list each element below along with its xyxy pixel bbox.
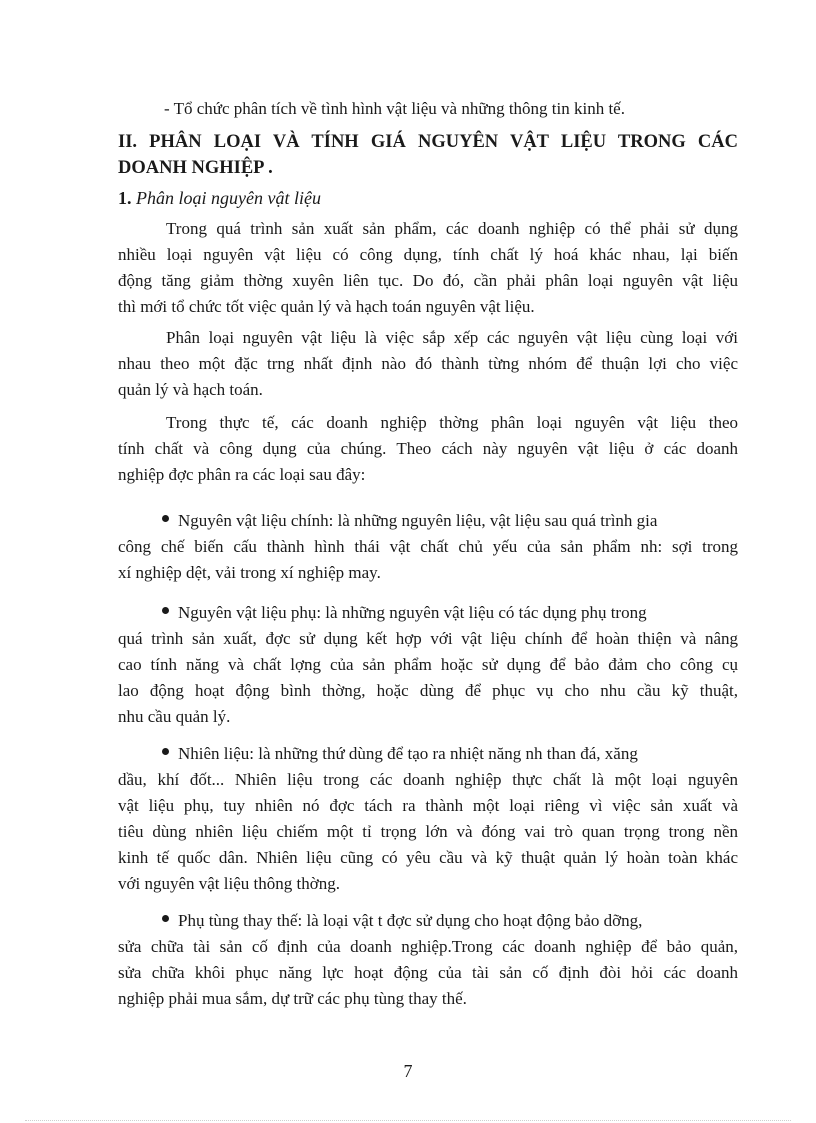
- bullet-text: Phụ tùng thay thế: là loại vật t đợc sử dụng cho hoạt động bảo dỡng,: [178, 911, 643, 930]
- text-line: với nguyên vật liệu thông thờng.: [118, 874, 340, 893]
- subsection-number: 1.: [118, 188, 132, 208]
- text-line: sửa chữa tài sản cố định của doanh nghiệp.Trong các doanh nghiệp để bảo quản,: [118, 937, 738, 956]
- text-line: dầu, khí đốt... Nhiên liệu trong các doanh nghiệp thực chất là một loại nguyên: [118, 770, 738, 789]
- bullet-text: Nguyên vật liệu phụ: là những nguyên vật liệu có tác dụng phụ trong: [178, 603, 647, 622]
- subsection-title: Phân loại nguyên vật liệu: [136, 188, 321, 208]
- text-line: nhiều loại nguyên vật liệu có công dụng, tính chất lý hoá khác nhau, lại biến: [118, 245, 738, 264]
- page-divider: [25, 1120, 791, 1121]
- page-number: 7: [403, 1061, 413, 1081]
- section-heading-cont: DOANH NGHIỆP .: [118, 158, 273, 178]
- bullet-icon: [162, 515, 169, 522]
- bullet-item: [162, 602, 738, 624]
- text-line: tính chất và công dụng của chúng. Theo cách này nguyên vật liệu ở các doanh: [118, 439, 738, 458]
- bullet-text: Nguyên vật liệu chính: là những nguyên liệu, vật liệu sau quá trình gia: [178, 511, 658, 530]
- text-line: vật liệu phụ, tuy nhiên nó đợc tách ra thành một loại riêng vì việc sản xuất và: [118, 796, 738, 815]
- text-line: nhau theo một đặc trng nhất định nào đó thành từng nhóm để thuận lợi cho việc: [118, 354, 738, 373]
- text-line: quản lý và hạch toán.: [118, 380, 263, 399]
- text-line: thì mới tổ chức tốt việc quản lý và hạch toán nguyên vật liệu.: [118, 297, 535, 316]
- text-line: Trong thực tế, các doanh nghiệp thờng phân loại nguyên vật liệu theo: [166, 413, 738, 432]
- text-line: lao động hoạt động bình thờng, hoặc dùng để phục vụ cho nhu cầu kỹ thuật,: [118, 681, 738, 700]
- text-line: kinh tế quốc dân. Nhiên liệu cũng có yêu cầu và kỹ thuật quản lý hoàn toàn khác: [118, 848, 738, 867]
- text-line: xí nghiệp dệt, vải trong xí nghiệp may.: [118, 563, 381, 582]
- text-line: sửa chữa khôi phục năng lực hoạt động của tài sản cố định đòi hỏi các doanh: [118, 963, 738, 982]
- text-line: nhu cầu quản lý.: [118, 707, 231, 726]
- text-line: cao tính năng và chất lợng của sản phẩm hoặc sử dụng để bảo đảm cho công cụ: [118, 655, 738, 674]
- bullet-text: Nhiên liệu: là những thứ dùng để tạo ra nhiệt năng nh than đá, xăng: [178, 744, 638, 763]
- text-line: tiêu dùng nhiên liệu chiếm một tỉ trọng lớn và đóng vai trò quan trọng trong nền: [118, 822, 738, 841]
- text-line: Trong quá trình sản xuất sản phẩm, các doanh nghiệp có thể phải sử dụng: [166, 219, 738, 238]
- text-line: quá trình sản xuất, đợc sử dụng kết hợp với vật liệu chính để hoàn thiện và nâng: [118, 629, 738, 648]
- text-line: Phân loại nguyên vật liệu là việc sắp xếp các nguyên vật liệu cùng loại với: [166, 328, 738, 347]
- text-line: - Tổ chức phân tích về tình hình vật liệu và những thông tin kinh tế.: [164, 99, 625, 118]
- bullet-icon: [162, 915, 169, 922]
- bullet-icon: [162, 607, 169, 614]
- text-line: công chế biến cấu thành hình thái vật chất chủ yếu của sản phẩm nh: sợi trong: [118, 537, 738, 556]
- bullet-item: [162, 743, 738, 765]
- bullet-icon: [162, 748, 169, 755]
- bullet-item: [162, 910, 738, 932]
- section-heading: II. PHÂN LOẠI VÀ TÍNH GIÁ NGUYÊN VẬT LIỆU TRONG CÁC: [118, 132, 738, 152]
- subsection-heading: [118, 187, 738, 209]
- bullet-item: [162, 510, 738, 532]
- text-line: nghiệp phải mua sắm, dự trữ các phụ tùng thay thế.: [118, 989, 467, 1008]
- text-line: nghiệp đợc phân ra các loại sau đây:: [118, 465, 366, 484]
- text-line: động tăng giảm thờng xuyên liên tục. Do đó, cần phải phân loại nguyên vật liệu: [118, 271, 738, 290]
